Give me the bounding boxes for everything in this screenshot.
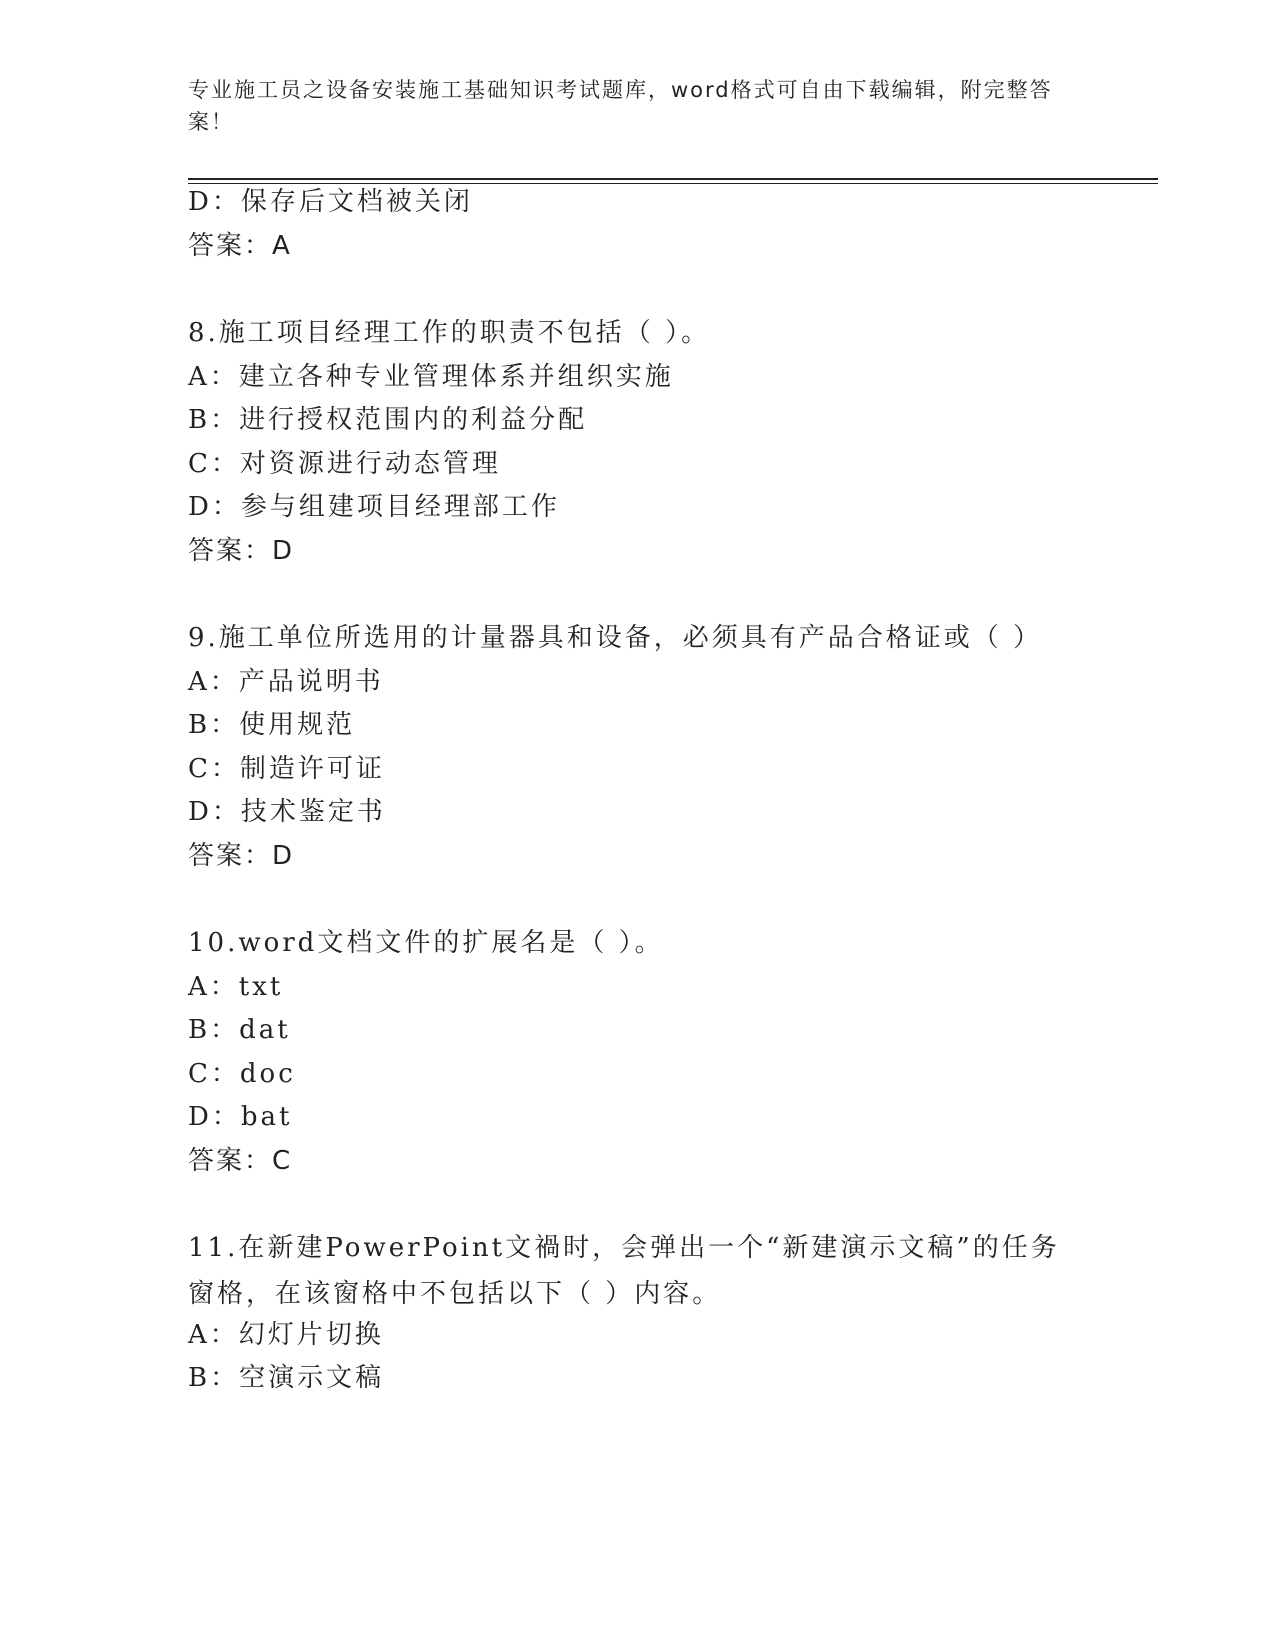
question-option: A：幻灯片切换 <box>188 1320 384 1350</box>
question-stem: 8.施工项目经理工作的职责不包括（ ）。 <box>188 318 711 348</box>
question-option: A：建立各种专业管理体系并组织实施 <box>188 362 674 392</box>
question-option: A：产品说明书 <box>188 667 384 697</box>
prev-answer: 答案：A <box>188 231 292 261</box>
question-option: C：制造许可证 <box>188 754 385 784</box>
header-divider-thick <box>188 178 1158 180</box>
question-option: D：技术鉴定书 <box>188 797 386 827</box>
question-option: D：bat <box>188 1102 293 1132</box>
question-option: A：txt <box>188 972 284 1002</box>
question-stem: 9.施工单位所选用的计量器具和设备，必须具有产品合格证或（ ） <box>188 623 1043 653</box>
question-option: D：参与组建项目经理部工作 <box>188 492 560 522</box>
question-option: C：doc <box>188 1059 296 1089</box>
question-answer: 答案：C <box>188 1146 293 1176</box>
question-stem: 10.word文档文件的扩展名是（ ）。 <box>188 928 664 958</box>
question-option: B：空演示文稿 <box>188 1363 385 1393</box>
question-option: C：对资源进行动态管理 <box>188 449 501 479</box>
question-stem: 11.在新建PowerPoint文禍时，会弹出一个“新建演示文稿”的任务窗格，在该窗格中不包括以下（ ）内容。 <box>188 1233 1060 1309</box>
question-answer: 答案：D <box>188 536 295 566</box>
question-option: B：dat <box>188 1015 291 1045</box>
question-option: B：使用规范 <box>188 710 356 740</box>
question-answer: 答案：D <box>188 841 295 871</box>
document-header: 专业施工员之设备安装施工基础知识考试题库，word格式可自由下载编辑，附完整答案！ <box>188 78 1053 134</box>
question-option: B：进行授权范围内的利益分配 <box>188 405 588 435</box>
header-divider-thin <box>188 183 1158 184</box>
prev-option-d: D：保存后文档被关闭 <box>188 187 473 217</box>
